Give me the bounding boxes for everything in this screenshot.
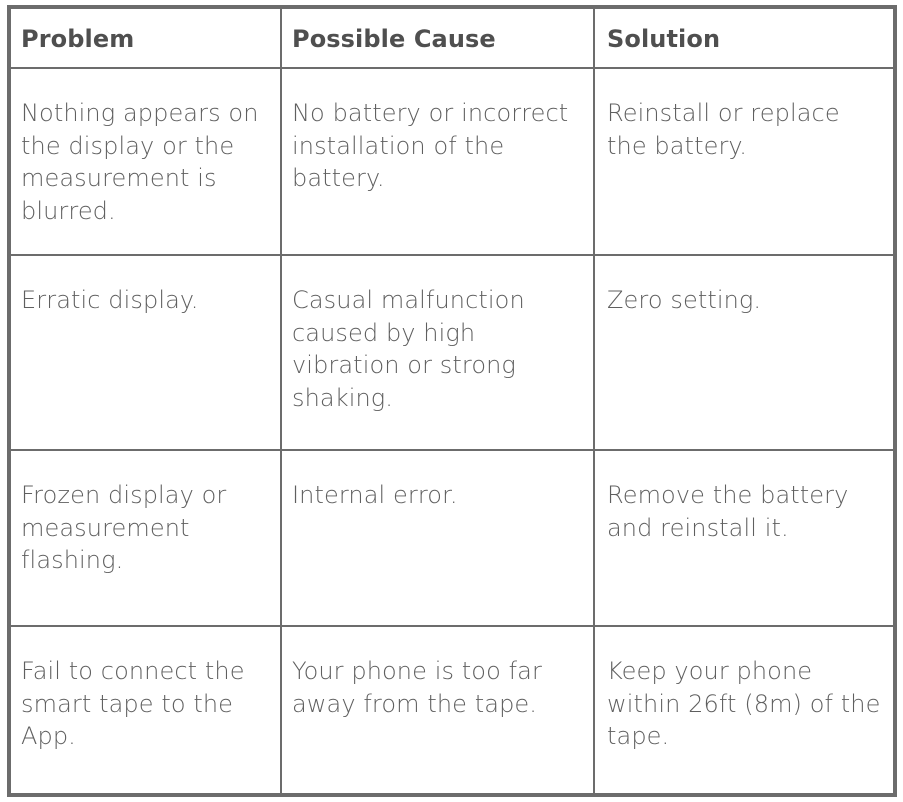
header-solution: Solution — [595, 9, 893, 69]
header-possible-cause: Possible Cause — [282, 9, 595, 69]
table-cell-problem: Fail to connect the smart tape to the App. — [11, 627, 282, 793]
header-problem: Problem — [11, 9, 282, 69]
table-cell-cause: Casual malfunction caused by high vibration or strong shaking. — [282, 256, 595, 451]
table-cell-cause: No battery or incorrect installation of the battery. — [282, 69, 595, 256]
table-cell-solution: Reinstall or replace the battery. — [595, 69, 893, 256]
table-cell-problem: Frozen display or measurement flashing. — [11, 451, 282, 627]
table-cell-cause: Your phone is too far away from the tape. — [282, 627, 595, 793]
table-cell-solution: Zero setting. — [595, 256, 893, 451]
table-cell-solution: Remove the battery and reinstall it. — [595, 451, 893, 627]
troubleshooting-table — [7, 5, 897, 797]
table-cell-problem: Erratic display. — [11, 256, 282, 451]
table-cell-cause: Internal error. — [282, 451, 595, 627]
table-cell-solution: Keep your phone within 26ft (8m) of the tape. — [607, 657, 881, 750]
table-cell-problem: Nothing appears on the display or the measurement is blurred. — [11, 69, 282, 256]
